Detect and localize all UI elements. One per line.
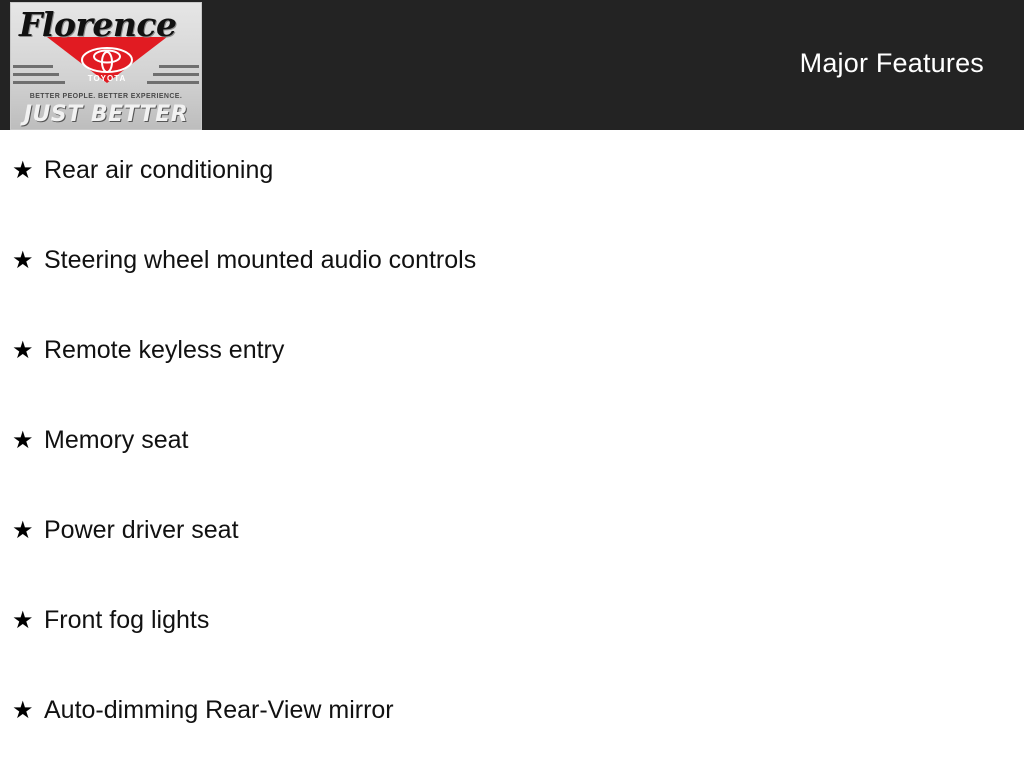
logo-script-text: Florence [19,5,177,44]
list-item [0,338,1024,428]
star-bullet-icon: ★ [12,697,34,724]
feature-list [0,130,1024,768]
feature-label: Steering wheel mounted audio controls [44,246,477,274]
star-bullet-icon: ★ [12,157,34,184]
star-bullet-icon: ★ [12,427,34,454]
logo-brand-word: TOYOTA [87,74,127,83]
list-item [0,698,1024,768]
feature-label: Rear air conditioning [44,156,274,184]
toyota-emblem-icon [81,47,133,73]
feature-label: Remote keyless entry [44,336,285,364]
list-item [0,518,1024,608]
star-bullet-icon: ★ [12,337,34,364]
page-title: Major Features [799,48,984,78]
logo-tagline: BETTER PEOPLE. BETTER EXPERIENCE. [29,93,183,100]
florence-toyota-logo [10,2,202,130]
star-bullet-icon: ★ [12,607,34,634]
list-item [0,428,1024,518]
star-bullet-icon: ★ [12,517,34,544]
list-item [0,158,1024,248]
list-item [0,608,1024,698]
slide-header [0,0,1024,130]
feature-label: Auto-dimming Rear-View mirror [44,696,394,724]
feature-label: Power driver seat [44,516,239,544]
star-bullet-icon: ★ [12,247,34,274]
list-item [0,248,1024,338]
logo-slogan: JUST BETTER [23,102,189,127]
feature-label: Front fog lights [44,606,210,634]
feature-label: Memory seat [44,426,189,454]
